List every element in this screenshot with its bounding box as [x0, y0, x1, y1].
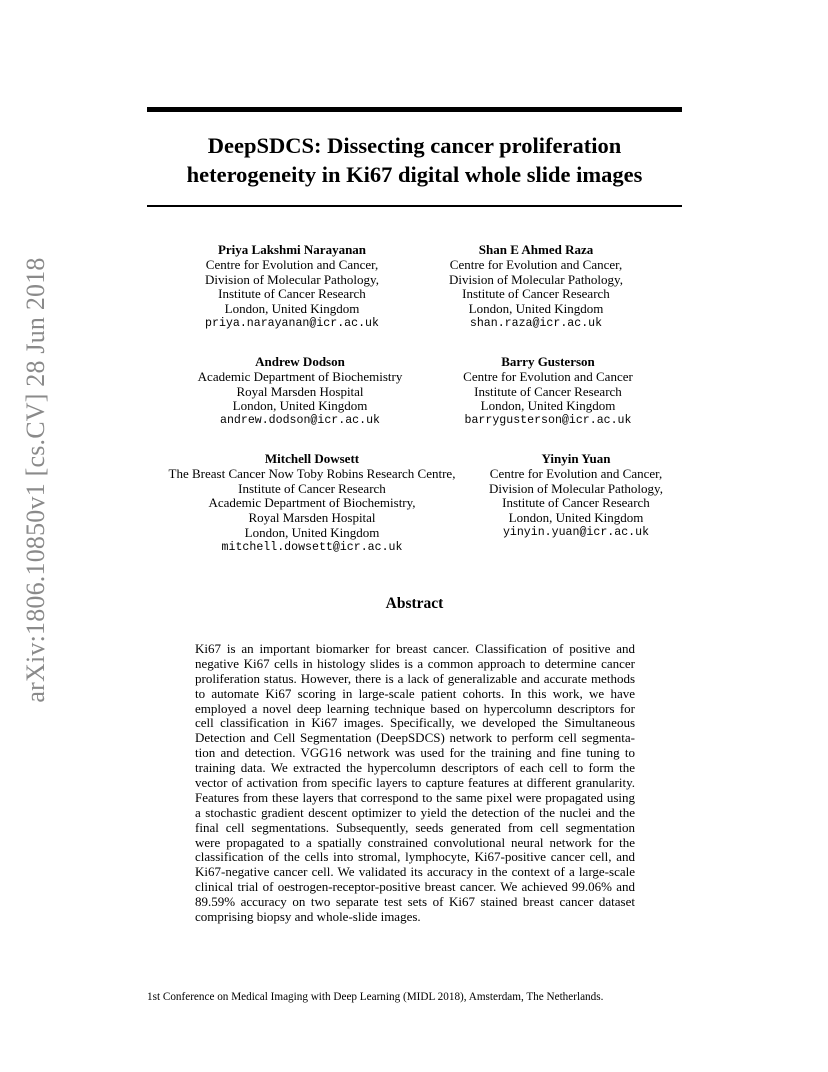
author-name: Priya Lakshmi Narayanan	[217, 242, 367, 257]
author-email: mitchell.dowsett@icr.ac.uk	[221, 540, 403, 554]
author-affiliation-line: Royal Marsden Hospital	[248, 510, 376, 526]
author-affiliation-line: Institute of Cancer Research	[462, 286, 610, 302]
author-name: Andrew Dodson	[255, 354, 345, 369]
abstract-line: final cell segmentations. Subsequently, seeds generated from cell segmentation	[195, 819, 635, 835]
author-block	[180, 355, 420, 429]
abstract-line: were propagated to a spatially constrained convolutional neural network for the	[195, 834, 635, 850]
title-bottom-rule	[147, 205, 682, 207]
author-email: barrygusterson@icr.ac.uk	[464, 414, 632, 428]
author-affiliation-line: Centre for Evolution and Cancer,	[489, 465, 663, 481]
author-affiliation-line: London, United Kingdom	[244, 524, 380, 540]
author-affiliation-line: London, United Kingdom	[508, 510, 644, 526]
author-affiliation-line: Centre for Evolution and Cancer,	[449, 256, 623, 272]
title-line-2: heterogeneity in Ki67 digital whole slide images	[186, 162, 643, 187]
abstract-line: negative Ki67 cells in histology slides is a common approach to determine cancer	[195, 655, 635, 671]
author-affiliation-line: Division of Molecular Pathology,	[489, 480, 663, 496]
abstract-line: employed a novel deep learning technique based on hypercolumn descriptors for	[195, 700, 635, 716]
author-affiliation-line: Division of Molecular Pathology,	[449, 271, 623, 287]
author-email: priya.narayanan@icr.ac.uk	[205, 316, 379, 330]
author-affiliation-line: Academic Department of Biochemistry	[197, 368, 403, 384]
abstract-line: classification of the cells into stromal, lymphocyte, Ki67-positive cancer cell, and	[195, 849, 635, 865]
author-affiliation-line: Royal Marsden Hospital	[236, 383, 364, 399]
author-affiliation-line: London, United Kingdom	[232, 398, 368, 414]
author-email: shan.raza@icr.ac.uk	[469, 316, 603, 330]
abstract-body	[195, 642, 635, 925]
author-block	[448, 355, 648, 429]
abstract-line: Ki67-negative cancer cell. We validated its accuracy in the context of a large-scale	[195, 864, 635, 880]
paper-title	[147, 131, 682, 189]
abstract-heading: Abstract	[385, 595, 444, 612]
author-block	[436, 243, 636, 332]
author-name: Mitchell Dowsett	[264, 451, 360, 466]
abstract-line: Ki67 is an important biomarker for breast cancer. Classification of positive and	[195, 641, 635, 656]
author-affiliation-line: Institute of Cancer Research	[218, 286, 366, 302]
author-name: Yinyin Yuan	[541, 451, 611, 466]
abstract-line: a stochastic gradient descent optimizer to yield the detection of the nuclei and the	[195, 804, 635, 820]
abstract-line: 89.59% accuracy on two separate test sets of Ki67 stained breast cancer dataset	[195, 894, 635, 910]
author-name: Shan E Ahmed Raza	[478, 242, 594, 257]
author-name: Barry Gusterson	[501, 354, 595, 369]
abstract-line: clinical trial of oestrogen-receptor-positive breast cancer. We achieved 99.06% and	[195, 879, 635, 895]
title-line-1: DeepSDCS: Dissecting cancer proliferation	[207, 133, 622, 158]
conference-footnote: 1st Conference on Medical Imaging with Deep Learning (MIDL 2018), Amsterdam, The Netherlands.	[147, 991, 604, 1003]
author-affiliation-line: London, United Kingdom	[224, 301, 360, 317]
abstract-line: tion and detection. VGG16 network was used for the training and fine tuning to	[195, 745, 635, 761]
author-affiliation-line: Centre for Evolution and Cancer	[463, 368, 633, 384]
abstract-line: vector of activation from specific layers to capture features at different granularity.	[195, 775, 635, 791]
author-email: yinyin.yuan@icr.ac.uk	[502, 525, 650, 539]
author-affiliation-line: Institute of Cancer Research	[502, 495, 650, 511]
author-block	[152, 452, 472, 556]
author-block	[192, 243, 392, 332]
abstract-line: training data. We extracted the hypercolumn descriptors of each cell to form the	[195, 760, 635, 776]
abstract-line: Detection and Cell Segmentation (DeepSDCS) network to perform cell segmenta-	[195, 730, 635, 746]
abstract-line: comprising biopsy and whole-slide images.	[195, 909, 421, 925]
author-email: andrew.dodson@icr.ac.uk	[219, 414, 381, 428]
author-affiliation-line: London, United Kingdom	[480, 398, 616, 414]
author-block	[476, 452, 676, 541]
author-affiliation-line: Centre for Evolution and Cancer,	[205, 256, 379, 272]
abstract-line: cell classification in Ki67 images. Specifically, we developed the Simultaneous	[195, 715, 635, 731]
arxiv-side-stamp: arXiv:1806.10850v1 [cs.CV] 28 Jun 2018	[21, 257, 50, 703]
author-affiliation-line: London, United Kingdom	[468, 301, 604, 317]
author-affiliation-line: Institute of Cancer Research	[474, 383, 622, 399]
author-affiliation-line: Academic Department of Biochemistry,	[208, 495, 416, 511]
title-top-rule	[147, 107, 682, 112]
abstract-line: to automate Ki67 scoring in large-scale patient cohorts. In this work, we have	[195, 685, 635, 701]
author-affiliation-line: The Breast Cancer Now Toby Robins Research Centre,	[168, 465, 456, 481]
author-affiliation-line: Division of Molecular Pathology,	[205, 271, 379, 287]
abstract-line: proliferation status. However, there is a lack of generalizable and accurate methods	[195, 670, 635, 686]
abstract-line: Features from these layers that correspond to the same pixel were propagated using	[195, 789, 635, 805]
author-affiliation-line: Institute of Cancer Research	[238, 480, 386, 496]
